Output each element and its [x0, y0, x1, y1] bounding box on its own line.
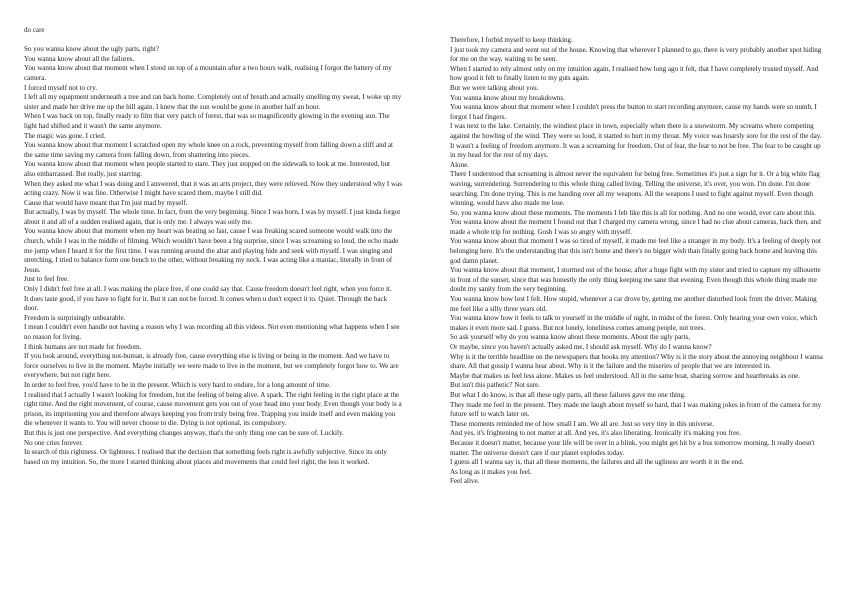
paragraph: It wasn't a feeling of freedom anymore. It was a screaming for freedom. Out of fear, the fear to not be free. The fear to be caught up in my head for the rest of my days.: [450, 141, 821, 160]
paragraph: If you look around, everything not-human, is already free, cause everything else is living or being in the moment. And we have to force ourselves to live in the moment. Maybe initially we were made to live in the moment, but we completely forgot how to. We are everywhere, but not right here.: [24, 352, 399, 380]
paragraph: When I started to rely almost only on my intuition again, I realised how long ago it felt, that I have completely trusted myself. And how good it felt to finally listen to my guts again.: [450, 64, 819, 83]
paragraph: Freedom is surprisingly unbearable.: [24, 313, 126, 322]
paragraph: But this is just one perspective. And everything changes anyway, that's the only thing one can be sure of. Luckily.: [24, 428, 344, 437]
paragraph: You wanna know about that moment when I stood on top of a mountain after a two hours walk, realising I forgot the battery of my camera.: [24, 64, 392, 82]
paragraph: When they asked me what I was doing and I answered, that it was an arts project, they were relieved. Now they understood why I was acting crazy. Now it was fine. Otherwise I might have scared them, maybe I still did.: [24, 179, 402, 198]
paragraph: Or maybe, since you haven't actually asked me, I should ask myself. Why do I wanna know?: [450, 343, 712, 351]
paragraph: You wanna know how lost I felt. How stupid, whenever a car drove by, getting me another disturbed look from the driver. Making me feel like a silly three years old.: [450, 295, 817, 313]
paragraph: Only I didn't feel free at all. I was making the place free, if one could say that. Cause freedom doesn't feel right, when you force it.: [24, 285, 392, 294]
paragraph: In search of this rightness. Or lightness. I realised that the decision that something feels right is awfully subjective. Since its only based on my intuition. So, the more I started thinking about places and movements that could feel right, the less it worked.: [24, 448, 387, 466]
left-body-text: [24, 45, 402, 467]
paragraph: And yes, it's frightening to not matter at all. And yes, it's also liberating. Ironically it's making you free.: [450, 429, 742, 438]
paragraph: As long as it makes you feel.: [450, 467, 532, 476]
paragraph: You wanna know how it feels to talk to yourself in the middle of night, in midst of the forest. Only hearing your own voice, which makes it even more sad. I guess. But not lonely, loneliness comes among people, not trees.: [450, 314, 818, 332]
paragraph: I realised that I actually I wasn't looking for freedom, but the feeling of being alive. A spark. The right feeling in the right place at the right time. And the right movement, of course, cause movement gets you out of your head into your body. Even though your body is a prison, its imprisoning you and therefore always keeping you from truly being free. Trapping you inside itself and even making you die whenever it wants to. You will never choose to die. Dying is not optional, its compulsory.: [24, 390, 402, 428]
paragraph: When I was back on top, finally ready to film that very patch of forest, that was so magnificently glowing in the evening sun. The light had shifted and it wasn't the same anymore.: [24, 112, 390, 130]
right-page: [424, 0, 849, 600]
paragraph: Therefore, I forbid myself to keep thinking.: [450, 36, 573, 44]
paragraph: In order to feel free, you'd have to be in the present. Which is very hard to endure, for a long amount of time.: [24, 380, 331, 389]
paragraph: I guess all I wanna say is, that all these moments, the failures and all the ugliness are worth it in the end.: [450, 458, 744, 467]
paragraph: But we were talking about you.: [450, 83, 539, 92]
paragraph: Feel alive.: [450, 477, 480, 486]
paragraph: I mean I couldn't even handle not having a reason why I was recording all this videos. Not even mentioning what happens when I see no reason for living.: [24, 323, 400, 341]
paragraph: Maybe that makes us feel less alone. Makes us feel understood. All in the same boat, sharing sorrow and heartbreaks as one.: [450, 371, 800, 380]
right-text-column: [450, 36, 826, 487]
paragraph: I just took my camera and went out of the house. Knowing that wherever I planned to go, there is very probably another spot hiding for me on the way, waiting to be seen.: [450, 45, 822, 64]
paragraph: I was next to the lake. Certainly, the windiest place in town, especially when there is a snowstorm. My screams where competing against the howling of the wind. They were so loud, it started to hurt in my throat. My voice was hoarsly sore for the rest of the day.: [450, 122, 822, 140]
paragraph: You wanna know about that moment when my heart was beating so fast, cause I was freaking scared someone would walk into the church, while I was in the middle of filming. Which wouldn't have been a big surprise, since I was screaming so loud, the echo made me jump when I heard it for the first time. I was running around the altar and playing hide and seek with myself. I was singing and stretching, I tried to balance form one bench to the other, without breaking my neck. I was acting like a maniac, literally in front of Jesus.: [24, 227, 399, 274]
paragraph: But actually, I was by myself. The whole time. In fact, from the very beginning. Since I was born, I was by myself. I just kinda forgot about it and all of a sudden realised again, that is only me. I always was only me.: [24, 208, 401, 226]
paragraph: But isn't this pathetic? Not sure.: [450, 381, 541, 390]
paragraph: So you wanna know about the ugly parts, right?: [24, 45, 159, 54]
paragraph: I forced myself not to cry.: [24, 83, 98, 92]
paragraph: I left all my equipment underneath a tree and ran back home. Completely out of breath and actually smelling my sweat, I woke up my sister and made her drive me up the hill again. I knew that the sun would be gone in another half an hour.: [24, 93, 402, 111]
paragraph: You wanna know about my breakdowns.: [450, 93, 565, 102]
paragraph: You wanna know about that moment I was so tired of myself, it made me feel like a stranger in my body. It's a feeling of deeply not belonging here. It's the understanding that this isn't home and there's no bigger wish than finally going back home and leaving this god damn planet.: [450, 237, 821, 265]
left-text-column: [24, 26, 402, 467]
paragraph: You wanna know about that moment I scratched open my whole knee on a rock, preventing myself from falling down a cliff and at the same time saving my camera from falling down, from shattering into pieces.: [24, 141, 393, 159]
paragraph: Because it doesn't matter, because your life will be over in a blink, you might get hit by a bus tomorrow morning. It really doesn't matter. The universe doesn't care if our planet explodes today.: [450, 438, 815, 457]
paragraph: There I understood that screaming is almost never the equivalent for being free. Sometimes it's just a sign for it. Or a big white flag waving, surrendering. Surrendering to this whole thing called living. Telling the universe, it's over, you won. I'm done. I'm done searching. I'm done trying. This is me handing over all my weapons. All the weapons I used to fight against myself. Even though winning, would have also made me lose.: [450, 170, 820, 208]
paragraph: I think humans are not made for freedom.: [24, 342, 142, 351]
paragraph: Alone.: [450, 160, 469, 169]
paragraph: They made me feel in the present. They made me laugh about myself so hard, that I was making jokes in front of the camera for my future self to watch later on.: [450, 400, 822, 419]
paragraph: So, you wanna know about these moments. The moments I felt like this is all for nothing. And no one would, ever care about this.: [450, 208, 816, 217]
document-title: do care: [24, 26, 45, 34]
paragraph: So ask yourself why do you wanna know about these moments. About the ugly parts,: [450, 333, 690, 342]
paragraph: You wanna know about that moment, I stormed out of the house, after a huge fight with my sister and tried to capture my silhouette in front of the sunset, since that was honestly the only thing keeping me sane that evening. Even though this whole thing made me doubt my sanity from the very beginning.: [450, 266, 821, 294]
paragraph: These moments reminded me of how small I am. We all are. Just so very tiny in this universe.: [450, 419, 715, 428]
paragraph: You wanna know about all the failures.: [24, 54, 135, 63]
paragraph: But what I do know, is that all these ugly parts, all these failures gave me one thing.: [450, 390, 686, 399]
paragraph: Why is it the terrible headline on the newspapers that hooks my attention? Why is it the story about the annoying neighbour I wanna share. All that gossip I wanna hear about. Why is it the failure and the miseries of people that we are interested in.: [450, 352, 823, 371]
right-body-text: [450, 36, 826, 487]
paragraph: Cause that would have meant that I'm just mad by myself.: [24, 198, 188, 207]
paragraph: You wanna know about that moment when people started to stare. They just stopped on the sidewalk to look at me. Interested, but also embarrassed. But really, just starring.: [24, 160, 391, 178]
paragraph: No one cries forever.: [24, 438, 84, 447]
paragraph: The magic was gone. I cried.: [24, 131, 106, 140]
paragraph: You wanna know about the moment I found out that I charged my camera wrong, since I had no clue about cameras, back then, and made a whole trip for nothing. Gosh I was so angry with myself.: [450, 218, 821, 236]
paragraph: Just to feel free.: [24, 275, 69, 284]
left-page: [0, 0, 424, 600]
paragraph: You wanna know about that moment when I couldn't press the button to start recording anymore, cause my hands were so numb, I forgot I had fingers.: [450, 103, 817, 121]
paragraph: It does taste good, if you have to fight for it. But it can not be forced. It comes when u don't expect it to. Quiet. Through the back door.: [24, 294, 388, 313]
